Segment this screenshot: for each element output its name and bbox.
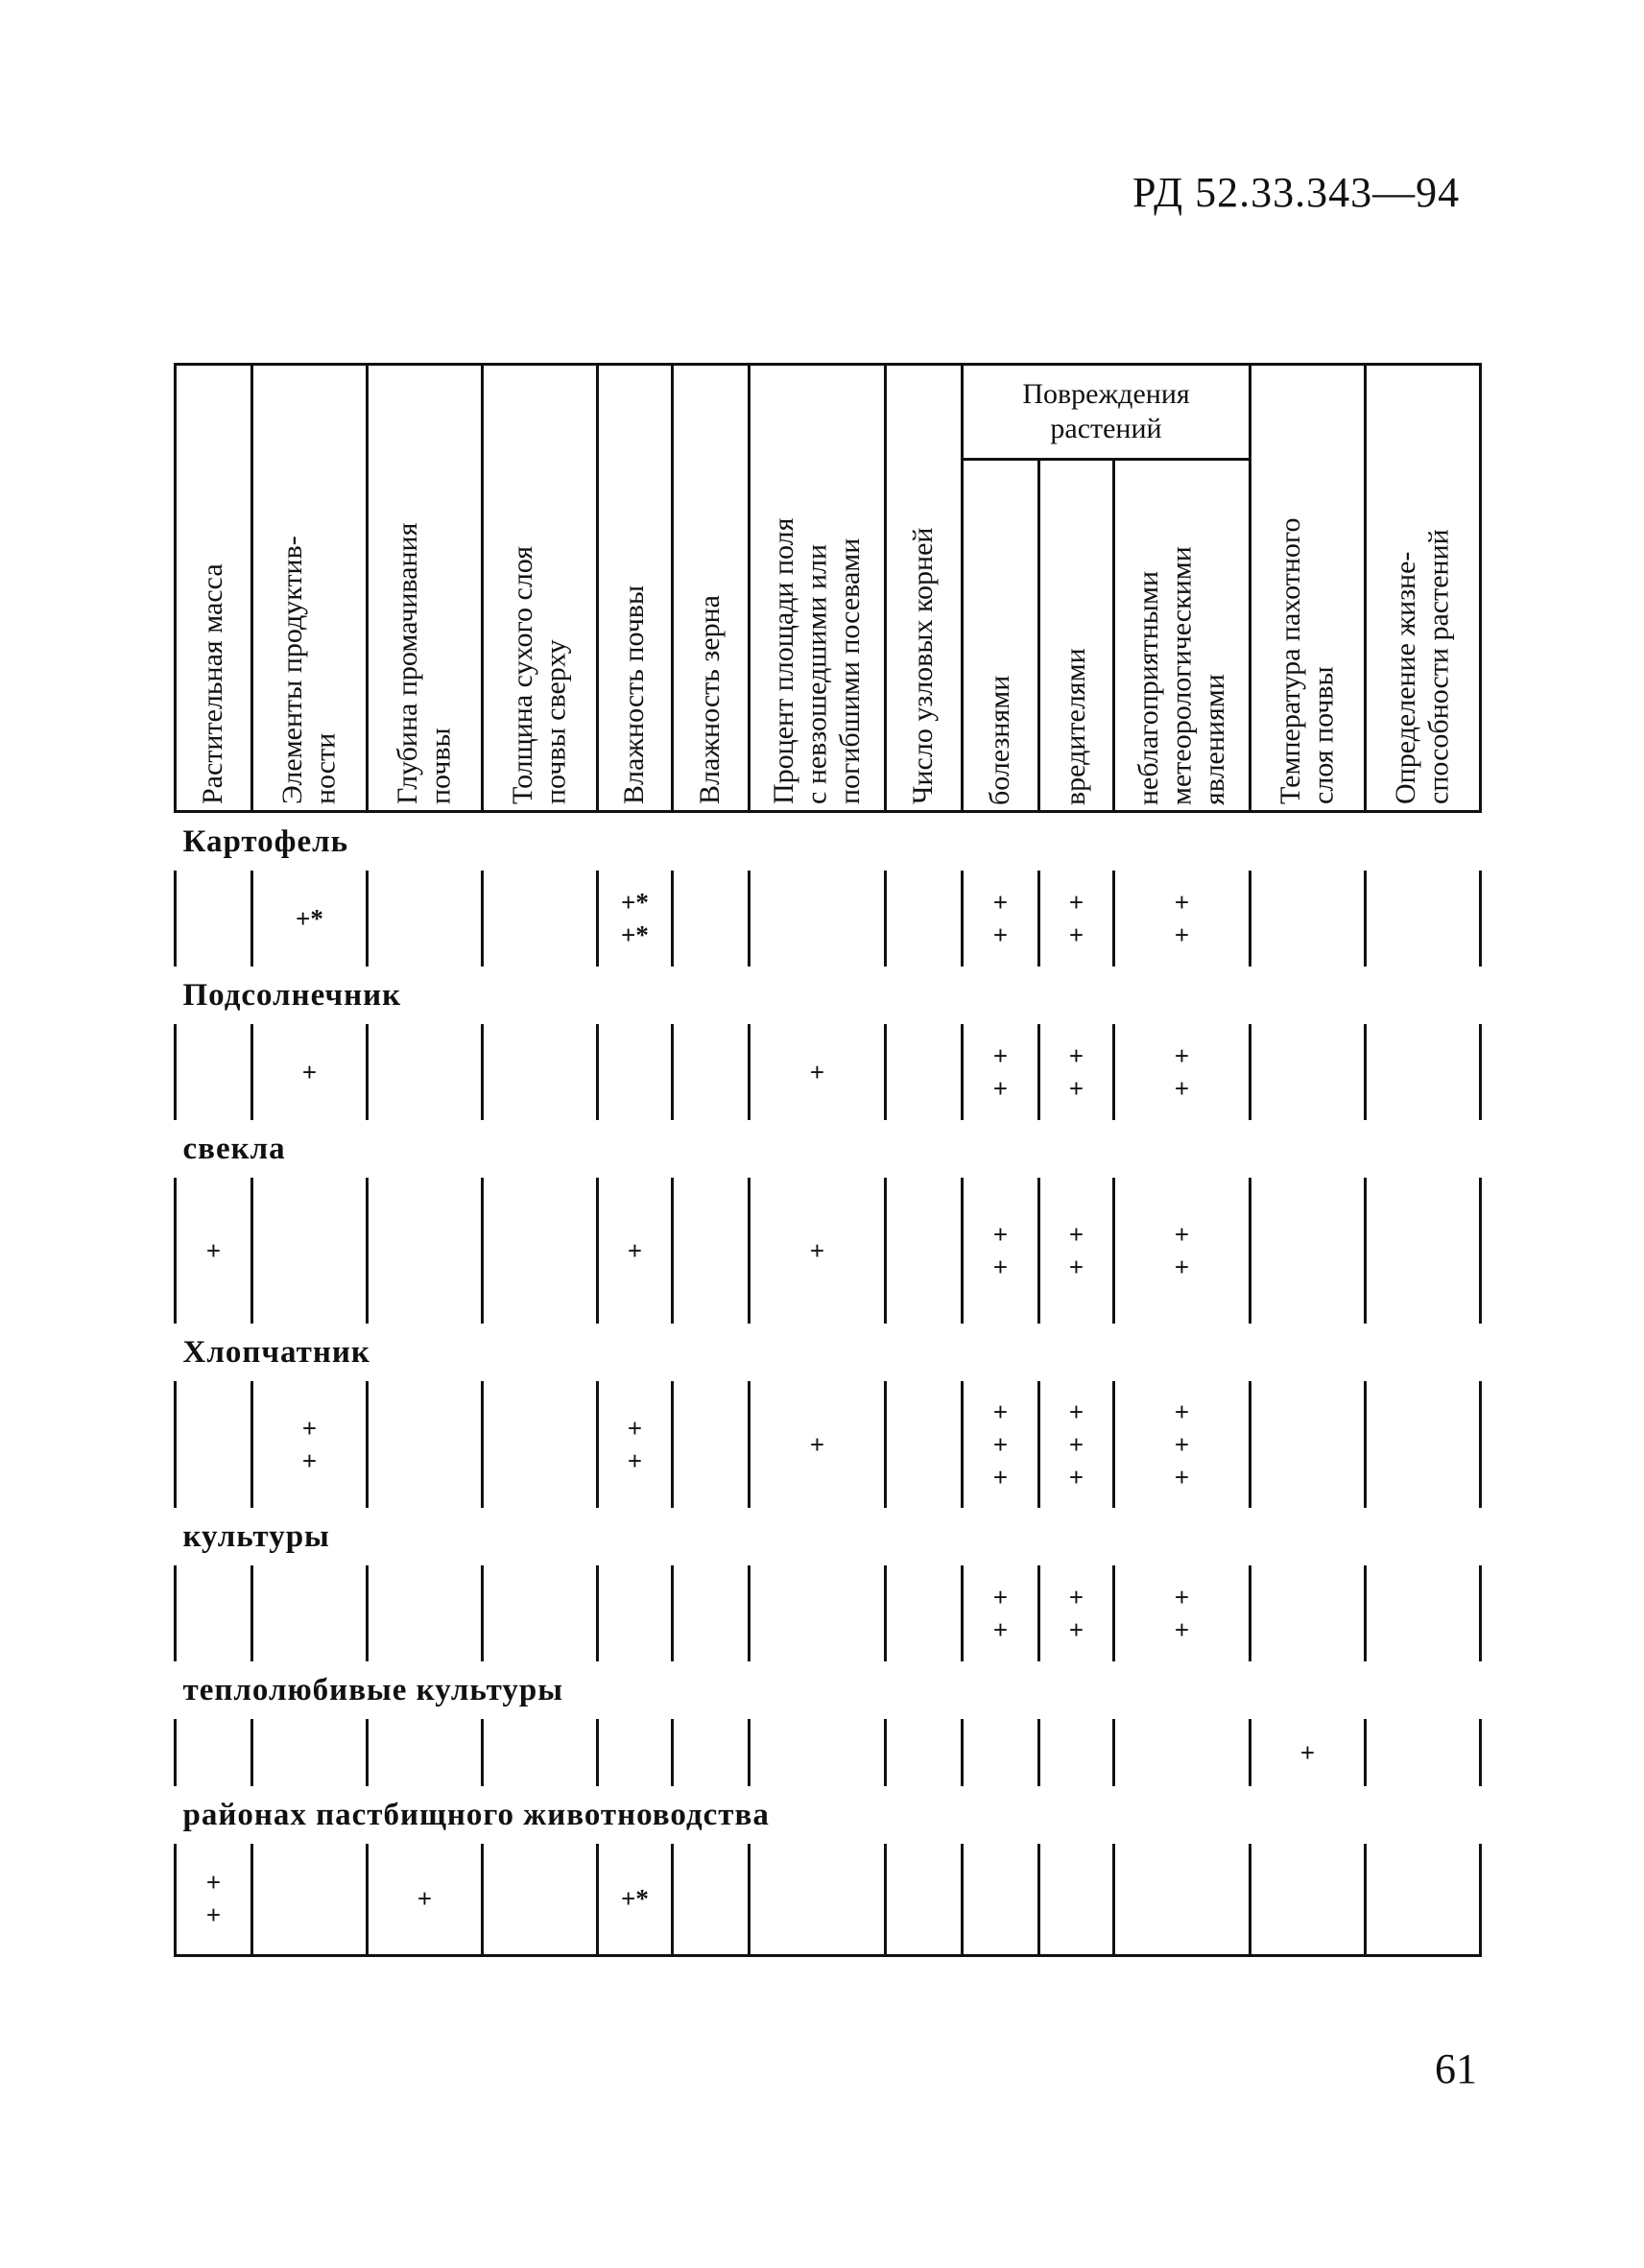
cell-weather (1114, 1381, 1251, 1508)
cell-soil-temperature (1251, 1178, 1366, 1324)
cell-field-percent (750, 1565, 886, 1661)
cell-mark: +* (296, 904, 323, 933)
cell-soil-temperature (1251, 1565, 1366, 1661)
cell-wetting-depth (368, 871, 483, 967)
cell-mark: + + (1068, 1583, 1084, 1644)
col-header-weather: неблагоприятными метеорологическими явлениями (1114, 460, 1251, 812)
cell-node-roots (886, 1381, 963, 1508)
cell-soil-moisture (598, 1024, 673, 1120)
section-row (176, 812, 1481, 871)
cell-mark: + + (627, 1414, 643, 1475)
cell-diseases (963, 871, 1039, 967)
cell-weather (1114, 1719, 1251, 1786)
cell-soil-moisture (598, 1565, 673, 1661)
cell-productivity (252, 1178, 368, 1324)
cell-grain-moisture (673, 1565, 750, 1661)
section-row (176, 1120, 1481, 1178)
cell-grain-moisture (673, 1024, 750, 1120)
section-row (176, 1661, 1481, 1719)
cell-mark: + + (992, 1220, 1009, 1281)
cell-diseases (963, 1024, 1039, 1120)
cell-soil-moisture (598, 871, 673, 967)
cell-pests (1039, 1024, 1114, 1120)
cell-weather (1114, 1024, 1251, 1120)
section-row (176, 1508, 1481, 1565)
section-title: Картофель (182, 824, 349, 859)
cell-dry-layer (483, 1844, 598, 1955)
col-header-grain-moisture: Влажность зерна (673, 365, 750, 812)
col-header-viability: Определение жизне- способности растений (1366, 365, 1481, 812)
cell-weather (1114, 1844, 1251, 1955)
cell-viability (1366, 1178, 1481, 1324)
section-title: свекла (182, 1131, 286, 1166)
cell-dry-layer (483, 1381, 598, 1508)
cell-plant-mass (176, 1844, 252, 1955)
cell-mark: + + + (992, 1397, 1009, 1492)
cell-viability (1366, 1565, 1481, 1661)
table-header (176, 365, 1481, 812)
cell-diseases (963, 1178, 1039, 1324)
cell-mark: + + (301, 1414, 318, 1475)
col-header-wetting-depth: Глубина промачивания почвы (368, 365, 483, 812)
cell-node-roots (886, 1844, 963, 1955)
cell-soil-temperature (1251, 1719, 1366, 1786)
cell-mark: + (809, 1430, 825, 1459)
cell-grain-moisture (673, 1381, 750, 1508)
cell-dry-layer (483, 1024, 598, 1120)
cell-field-percent (750, 1178, 886, 1324)
cell-viability (1366, 1719, 1481, 1786)
table-row (176, 1381, 1481, 1508)
table-body (176, 812, 1481, 1956)
section-row (176, 1324, 1481, 1381)
cell-mark: + + (205, 1868, 222, 1930)
cell-soil-temperature (1251, 1381, 1366, 1508)
cell-soil-temperature (1251, 871, 1366, 967)
cell-productivity (252, 1719, 368, 1786)
cell-productivity (252, 1381, 368, 1508)
cell-wetting-depth (368, 1719, 483, 1786)
cell-grain-moisture (673, 1719, 750, 1786)
cell-viability (1366, 1844, 1481, 1955)
cell-mark: + + (992, 1583, 1009, 1644)
cell-dry-layer (483, 871, 598, 967)
section-row (176, 1786, 1481, 1844)
cell-grain-moisture (673, 871, 750, 967)
cell-wetting-depth (368, 1024, 483, 1120)
cell-pests (1039, 871, 1114, 967)
col-header-plant-mass: Растительная масса (176, 365, 252, 812)
col-header-dry-layer: Толщина сухого слоя почвы сверху (483, 365, 598, 812)
col-header-field-percent: Процент площади поля с невзошедшими или погибшими посевами (750, 365, 886, 812)
cell-mark: + + + (1174, 1397, 1190, 1492)
cell-mark: + + (992, 888, 1009, 949)
cell-node-roots (886, 1565, 963, 1661)
cell-plant-mass (176, 871, 252, 967)
cell-soil-temperature (1251, 1024, 1366, 1120)
cell-mark: + (301, 1058, 318, 1086)
cell-mark: + + (1068, 1041, 1084, 1103)
cell-wetting-depth (368, 1565, 483, 1661)
col-header-diseases: болезнями (963, 460, 1039, 812)
cell-mark: + (417, 1884, 433, 1914)
cell-weather (1114, 871, 1251, 967)
table-row (176, 1719, 1481, 1786)
cell-mark: + + (1068, 888, 1084, 949)
cell-soil-temperature (1251, 1844, 1366, 1955)
cell-soil-moisture (598, 1381, 673, 1508)
cell-plant-mass (176, 1719, 252, 1786)
cell-mark: + + (992, 1041, 1009, 1103)
cell-node-roots (886, 1024, 963, 1120)
cell-mark: + (809, 1058, 825, 1086)
cell-viability (1366, 871, 1481, 967)
table-row (176, 871, 1481, 967)
col-header-productivity: Элементы продуктив- ности (252, 365, 368, 812)
cell-pests (1039, 1381, 1114, 1508)
cell-productivity (252, 1565, 368, 1661)
section-title: культуры (182, 1518, 330, 1554)
observation-table (174, 363, 1482, 1957)
section-row (176, 967, 1481, 1024)
cell-productivity (252, 1844, 368, 1955)
col-header-soil-temperature: Температура пахотного слоя почвы (1251, 365, 1366, 812)
cell-mark: + + (1174, 1041, 1190, 1103)
cell-grain-moisture (673, 1178, 750, 1324)
cell-field-percent (750, 1719, 886, 1786)
cell-field-percent (750, 1381, 886, 1508)
col-header-soil-moisture: Влажность почвы (598, 365, 673, 812)
cell-soil-moisture (598, 1719, 673, 1786)
cell-field-percent (750, 1024, 886, 1120)
cell-pests (1039, 1178, 1114, 1324)
cell-node-roots (886, 871, 963, 967)
cell-node-roots (886, 1719, 963, 1786)
col-header-damage-group: Повреждения растений (963, 365, 1251, 460)
cell-productivity (252, 1024, 368, 1120)
cell-plant-mass (176, 1565, 252, 1661)
cell-plant-mass (176, 1381, 252, 1508)
cell-mark: + (627, 1236, 643, 1265)
cell-mark: + + (1174, 888, 1190, 949)
cell-mark: + (1299, 1738, 1316, 1767)
cell-viability (1366, 1381, 1481, 1508)
cell-field-percent (750, 1844, 886, 1955)
cell-soil-moisture (598, 1178, 673, 1324)
cell-weather (1114, 1565, 1251, 1661)
cell-node-roots (886, 1178, 963, 1324)
page-number: 61 (1435, 2045, 1477, 2092)
cell-field-percent (750, 871, 886, 967)
cell-soil-moisture (598, 1844, 673, 1955)
table-row (176, 1565, 1481, 1661)
cell-dry-layer (483, 1565, 598, 1661)
table-row (176, 1844, 1481, 1955)
table-row (176, 1024, 1481, 1120)
document-number: РД 52.33.343—94 (1132, 169, 1461, 216)
cell-weather (1114, 1178, 1251, 1324)
cell-productivity (252, 871, 368, 967)
cell-mark: + (809, 1236, 825, 1265)
cell-dry-layer (483, 1178, 598, 1324)
section-title: районах пастбищного животноводства (182, 1797, 770, 1832)
cell-diseases (963, 1844, 1039, 1955)
cell-diseases (963, 1719, 1039, 1786)
cell-plant-mass (176, 1024, 252, 1120)
cell-mark: + + (1174, 1583, 1190, 1644)
col-header-pests: вредителями (1039, 460, 1114, 812)
cell-wetting-depth (368, 1381, 483, 1508)
section-title: Подсолнечник (182, 977, 402, 1013)
table-row (176, 1178, 1481, 1324)
col-header-node-roots: Число узловых корней (886, 365, 963, 812)
cell-mark: + + (1174, 1220, 1190, 1281)
cell-wetting-depth (368, 1844, 483, 1955)
cell-dry-layer (483, 1719, 598, 1786)
cell-plant-mass (176, 1178, 252, 1324)
cell-diseases (963, 1565, 1039, 1661)
cell-pests (1039, 1719, 1114, 1786)
cell-mark: + + (1068, 1220, 1084, 1281)
cell-diseases (963, 1381, 1039, 1508)
section-title: теплолюбивые культуры (182, 1672, 564, 1707)
cell-pests (1039, 1565, 1114, 1661)
cell-mark: + + + (1068, 1397, 1084, 1492)
cell-pests (1039, 1844, 1114, 1955)
cell-mark: +* +* (621, 888, 649, 949)
cell-grain-moisture (673, 1844, 750, 1955)
cell-mark: +* (621, 1884, 649, 1914)
section-title: Хлопчатник (182, 1334, 370, 1370)
cell-mark: + (205, 1236, 222, 1265)
cell-wetting-depth (368, 1178, 483, 1324)
cell-viability (1366, 1024, 1481, 1120)
